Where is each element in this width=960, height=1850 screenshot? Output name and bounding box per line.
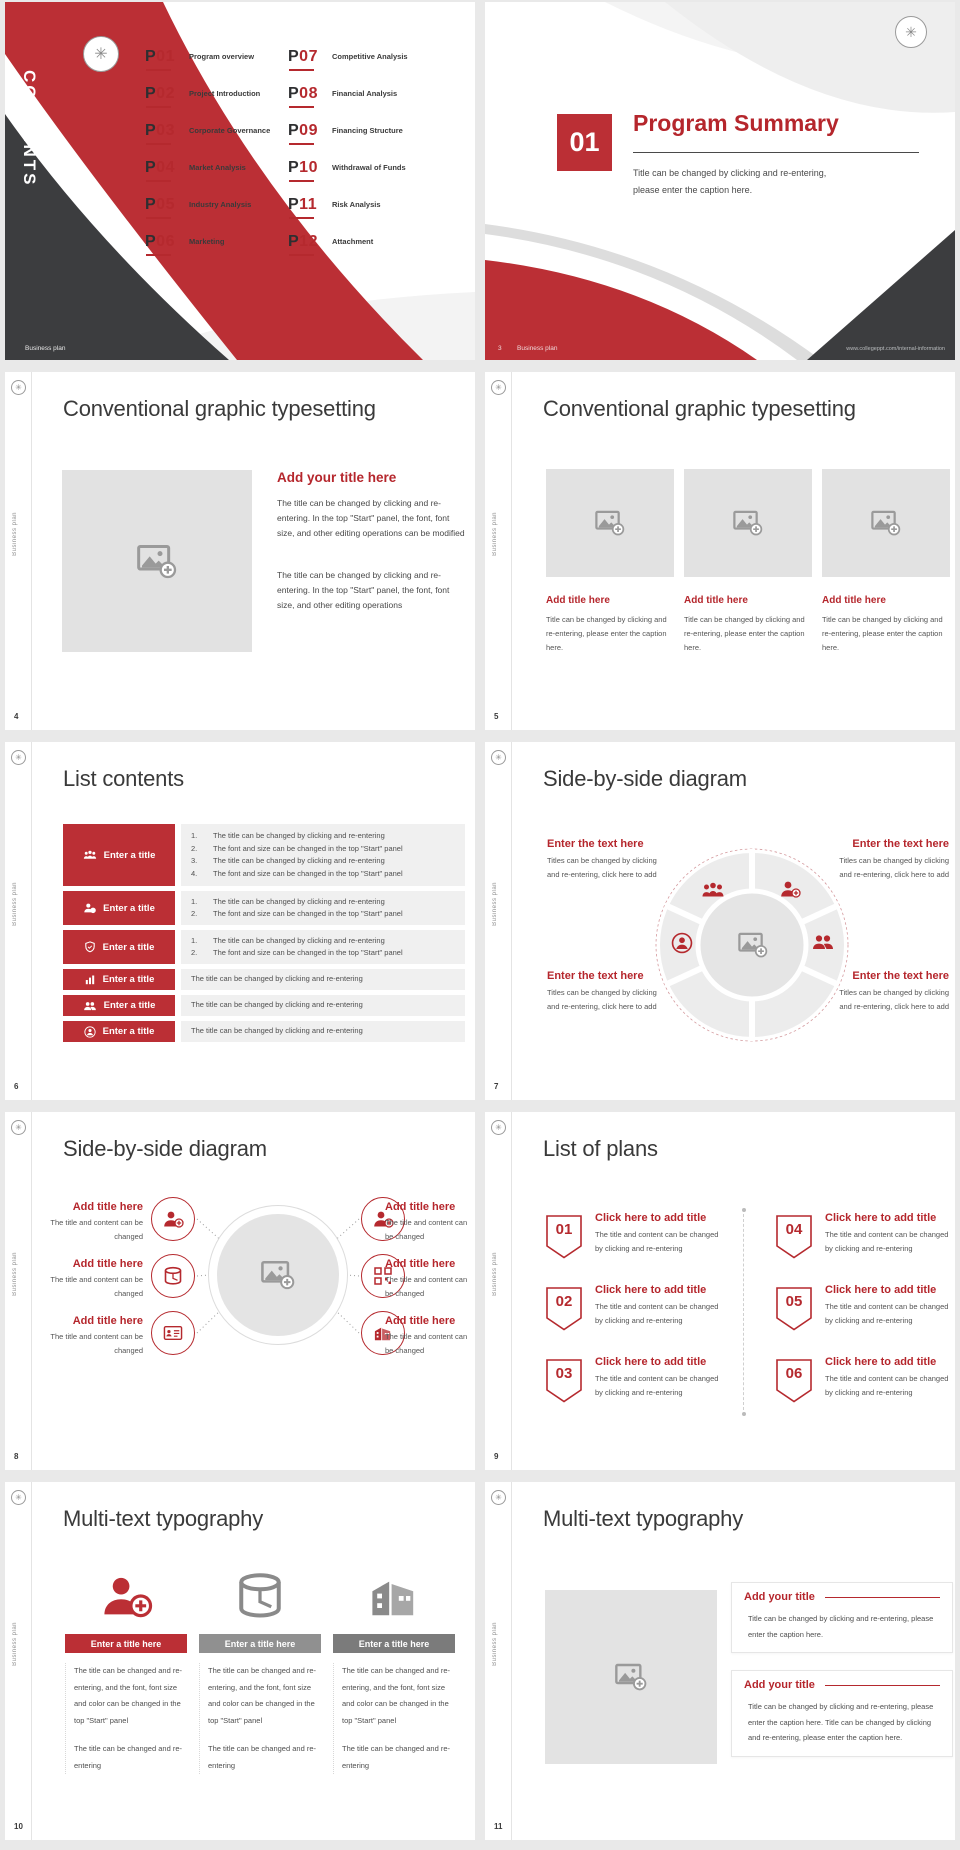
row-body: 1. The title can be changed by clicking and re-entering 2. The font and size can be changed in the top "Start" panel 3. The title can be changed by clicking and re-entering 4. The font and size can be changed in the top "Start" panel (181, 824, 465, 886)
contents-item[interactable]: P11 Risk Analysis (288, 196, 423, 233)
slide-title[interactable]: Side-by-side diagram (63, 1136, 267, 1161)
image-card[interactable] (546, 469, 674, 655)
slide-title[interactable]: Multi-text typography (63, 1506, 263, 1531)
college-seal-logo: ✳ (491, 380, 506, 395)
college-seal-logo: ✳ (11, 750, 26, 765)
caption-block[interactable]: Add your title Title can be changed by clicking and re-entering, please enter the caption here. Title can be changed by clicking and re-entering, please enter the caption here. (731, 1670, 953, 1757)
card-caption: Title can be changed by clicking and re-entering, please enter the caption here. (684, 615, 805, 652)
slide-list-of-plans[interactable]: ✳ Business plan 9 List of plans 01 Click here to add title The title and content can be changed by clicking and re-entering 02 Click here to add title The title and content can be changed by clicking and re-entering 03 Click here to add title The title and content can be changed by clicking and re-entering 04 Click here to add title The title and content can be changed by clicking and re-entering 05 Click here to add title The title and content can be changed by clicking and re-entering 06 Click here to add title The title and content can be changed by clicking and re-entering (485, 1112, 955, 1470)
diagram-text-block[interactable]: Enter the text here Titles can be changed by clicking and re-entering, click here to add (839, 970, 949, 1011)
column-title-bar[interactable]: Enter a title here (65, 1634, 187, 1653)
row-body: 1. The title can be changed by clicking and re-entering 2. The font and size can be changed in the top "Start" panel (181, 930, 465, 964)
nurse-add-icon (99, 1571, 153, 1621)
person-gear-icon (83, 902, 96, 914)
id-card-icon (163, 1324, 183, 1342)
card-caption: Title can be changed by clicking and re-entering, please enter the caption here. (546, 615, 667, 652)
add-image-icon (738, 932, 768, 958)
row-title-button[interactable]: Enter a title (63, 969, 175, 990)
team-presentation-icon (83, 849, 97, 861)
college-seal-logo: ✳ (11, 1490, 26, 1505)
college-seal-logo: ✳ (11, 1120, 26, 1135)
diagram-text-block[interactable]: Enter the text here Titles can be changed by clicking and re-entering, click here to add (839, 838, 949, 879)
body-paragraph[interactable]: The title can be changed by clicking and re-entering. In the top "Start" panel, the font, font size, and other editing operations can be modified (277, 498, 465, 538)
person-add-icon (162, 1209, 184, 1229)
contents-column-left (145, 48, 280, 270)
list-row[interactable] (63, 824, 465, 886)
left-band (485, 372, 512, 730)
node-text[interactable]: Add title here The title and content can be changed (385, 1315, 468, 1355)
card-heading[interactable]: Add title here (822, 595, 886, 606)
list-row[interactable] (63, 969, 465, 990)
add-image-icon (261, 1260, 295, 1290)
college-seal-logo: ✳ (895, 16, 927, 48)
college-seal-logo: ✳ (83, 36, 119, 72)
bar-chart-icon (84, 974, 96, 986)
node-circle[interactable] (151, 1197, 195, 1241)
column-title-bar[interactable]: Enter a title here (333, 1634, 455, 1653)
shield-icon (84, 941, 96, 953)
left-band (5, 742, 32, 1100)
slide-contents-cover[interactable] (5, 2, 475, 360)
node-text[interactable]: Add title here The title and content can be changed (50, 1201, 143, 1241)
text-column[interactable]: Enter a title here The title can be changed and re-entering, and the font, font size and color can be changed in the top "Start" panel The title can be changed and re-entering (333, 1564, 455, 1774)
image-placeholder[interactable] (738, 932, 768, 958)
page-number: 3 (498, 345, 502, 352)
side-label: Business plan (492, 882, 498, 926)
contents-item[interactable]: P09 Financing Structure (288, 122, 423, 159)
slide-title[interactable]: Side-by-side diagram (543, 766, 747, 791)
slide-hub-diagram[interactable] (5, 1112, 475, 1470)
image-placeholder[interactable] (822, 469, 950, 577)
contents-item[interactable]: P03 Corporate Governance (145, 122, 280, 159)
contents-item[interactable]: P08 Financial Analysis (288, 85, 423, 122)
college-seal-logo: ✳ (11, 380, 26, 395)
person-badge-icon (84, 1026, 96, 1038)
left-band (5, 1482, 32, 1840)
side-label: Business plan (492, 1252, 498, 1296)
row-body: The title can be changed by clicking and re-entering (181, 1021, 465, 1042)
diagram-text-block[interactable]: Enter the text here Titles can be changed by clicking and re-entering, click here to add (547, 970, 657, 1011)
diagram-text-block[interactable]: Enter the text here Titles can be changed by clicking and re-entering, click here to add (547, 838, 657, 879)
title-underline (633, 152, 919, 153)
slide-circle-diagram[interactable] (485, 742, 955, 1100)
node-circle[interactable] (151, 1311, 195, 1355)
card-heading[interactable]: Add title here (684, 595, 748, 606)
contents-item[interactable]: P04 Market Analysis (145, 159, 280, 196)
body-heading[interactable]: Add your title here (277, 470, 397, 485)
row-title-button[interactable]: Enter a title (63, 1021, 175, 1042)
row-body: The title can be changed by clicking and re-entering (181, 969, 465, 990)
contents-item[interactable]: P05 Industry Analysis (145, 196, 280, 233)
side-label: Business plan (12, 1622, 18, 1666)
text-column[interactable]: Enter a title here The title can be changed and re-entering, and the font, font size and color can be changed in the top "Start" panel The title can be changed and re-entering (65, 1564, 187, 1774)
slide-typeset-single[interactable] (5, 372, 475, 730)
slide-title[interactable]: List contents (63, 766, 184, 791)
database-pie-icon (234, 1571, 286, 1621)
college-seal-logo: ✳ (491, 750, 506, 765)
accent-line (825, 1685, 940, 1686)
add-image-icon (595, 510, 625, 536)
add-image-icon (871, 510, 901, 536)
page-number: 6 (14, 1082, 19, 1091)
section-number-box: 01 (557, 114, 612, 171)
image-placeholder[interactable] (62, 470, 252, 652)
slide-list-contents[interactable] (5, 742, 475, 1100)
list-rows (63, 824, 465, 1042)
row-title-button[interactable]: Enter a title (63, 891, 175, 925)
node-text[interactable]: Add title here The title and content can be changed (50, 1258, 143, 1298)
slide-typeset-triple[interactable] (485, 372, 955, 730)
side-label: Business plan (12, 882, 18, 926)
node-text[interactable]: Add title here The title and content can be changed (50, 1315, 143, 1355)
users-icon (83, 1000, 97, 1012)
row-body: 1. The title can be changed by clicking and re-entering 2. The font and size can be changed in the top "Start" panel (181, 891, 465, 925)
left-band (5, 1112, 32, 1470)
list-row[interactable] (63, 930, 465, 964)
row-title-button[interactable]: Enter a title (63, 995, 175, 1016)
slide-footer-label: Business plan (25, 345, 66, 352)
team-icon (700, 880, 726, 900)
caption-block[interactable]: Add your title Title can be changed by clicking and re-entering, please enter the caption here. (731, 1582, 953, 1653)
contents-item[interactable]: P02 Project Introduction (145, 85, 280, 122)
side-label: Business plan (12, 1252, 18, 1296)
contents-item[interactable]: P01 Program overview (145, 48, 280, 85)
image-placeholder[interactable] (546, 469, 674, 577)
left-band (5, 372, 32, 730)
image-card[interactable] (822, 469, 950, 655)
divider-dot (742, 1208, 746, 1212)
add-image-icon (733, 510, 763, 536)
person-edit-icon (779, 878, 801, 900)
page-number: 7 (494, 1082, 499, 1091)
side-label: Business plan (492, 1622, 498, 1666)
contents-column-right (288, 48, 423, 270)
dashed-divider (743, 1214, 744, 1410)
page-number: 5 (494, 712, 499, 721)
data-pie-icon (163, 1266, 183, 1286)
left-band (485, 742, 512, 1100)
slide-title[interactable]: Conventional graphic typesetting (63, 396, 376, 421)
list-row[interactable] (63, 1021, 465, 1042)
text-column[interactable]: Enter a title here The title can be changed and re-entering, and the font, font size and color can be changed in the top "Start" panel The title can be changed and re-entering (199, 1564, 321, 1774)
page-number: 8 (14, 1452, 19, 1461)
slide-title[interactable]: Multi-text typography (543, 1506, 743, 1531)
footer-url: www.collegeppt.com/internal-information (846, 346, 945, 352)
add-image-icon (137, 544, 177, 579)
side-label: Business plan (492, 512, 498, 556)
contents-vertical-title: CONTENTS (20, 70, 39, 188)
slide-title[interactable]: Conventional graphic typesetting (543, 396, 856, 421)
image-placeholder[interactable] (684, 469, 812, 577)
add-image-icon (615, 1663, 647, 1691)
node-text[interactable]: Add title here The title and content can be changed (385, 1201, 468, 1241)
building-icon (367, 1572, 421, 1620)
row-title-button[interactable]: Enter a title (63, 824, 175, 886)
slide-title[interactable]: List of plans (543, 1136, 658, 1161)
slide-multitext-image[interactable] (485, 1482, 955, 1840)
row-title-button[interactable]: Enter a title (63, 930, 175, 964)
section-title[interactable]: Program Summary (633, 110, 839, 136)
contents-item[interactable]: P10 Withdrawal of Funds (288, 159, 423, 196)
accent-line (825, 1597, 940, 1598)
central-image-circle[interactable] (208, 1205, 348, 1345)
section-caption[interactable]: Title can be changed by clicking and re-entering, please enter the caption here. (633, 168, 827, 195)
slide-footer-label: Business plan (517, 345, 558, 352)
page-number: 10 (14, 1822, 23, 1831)
card-caption: Title can be changed by clicking and re-entering, please enter the caption here. (822, 615, 943, 652)
image-card[interactable] (684, 469, 812, 655)
people-icon (811, 932, 835, 952)
node-text[interactable]: Add title here The title and content can be changed (385, 1258, 468, 1298)
page-number: 11 (494, 1822, 503, 1831)
college-seal-logo: ✳ (491, 1490, 506, 1505)
list-row[interactable] (63, 891, 465, 925)
slide-section-cover[interactable] (485, 2, 955, 360)
page-number: 4 (14, 712, 19, 721)
row-body: The title can be changed by clicking and re-entering (181, 995, 465, 1016)
node-circle[interactable] (151, 1254, 195, 1298)
college-seal-logo: ✳ (491, 1120, 506, 1135)
contents-item[interactable]: P06 Marketing (145, 233, 280, 270)
left-band (485, 1112, 512, 1470)
image-placeholder[interactable] (545, 1590, 717, 1764)
list-row[interactable] (63, 995, 465, 1016)
contents-item[interactable]: P07 Competitive Analysis (288, 48, 423, 85)
body-paragraph[interactable]: The title can be changed by clicking and re-entering. In the top "Start" panel, the font, font size, and other editing operations (277, 570, 450, 610)
person-sync-icon (671, 932, 693, 954)
divider-dot (742, 1412, 746, 1416)
side-label: Business plan (12, 512, 18, 556)
page-number: 9 (494, 1452, 499, 1461)
slide-multitext-columns[interactable] (5, 1482, 475, 1840)
left-band (485, 1482, 512, 1840)
contents-item[interactable]: P12 Attachment (288, 233, 423, 270)
card-heading[interactable]: Add title here (546, 595, 610, 606)
column-title-bar[interactable]: Enter a title here (199, 1634, 321, 1653)
